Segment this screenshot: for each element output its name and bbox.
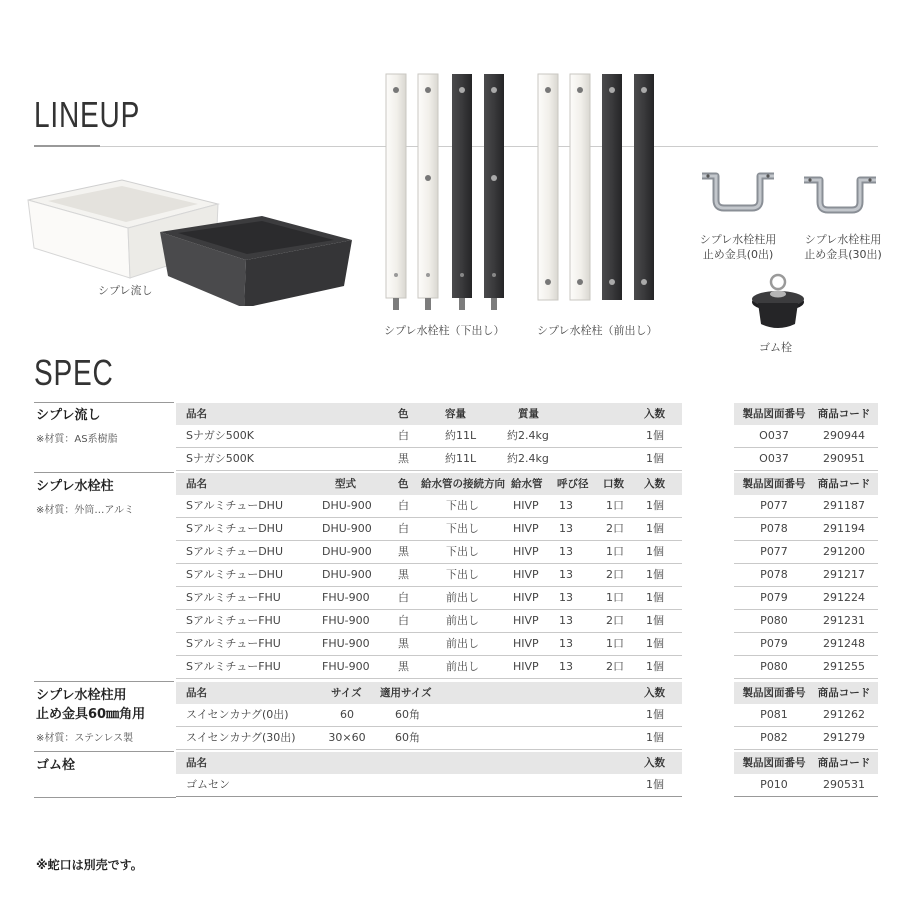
group-plug-name: ゴム栓 xyxy=(36,758,76,773)
cell-color: 黒 xyxy=(398,637,409,650)
cell-name: SアルミチューDHU xyxy=(186,545,284,558)
cell-color: 白 xyxy=(398,499,409,512)
bracket30-caption xyxy=(788,232,898,262)
cell-code: 291224 xyxy=(823,591,865,604)
table-header xyxy=(734,682,878,704)
cell-color: 黒 xyxy=(398,452,409,465)
footnote: ※蛇口は別売です。 xyxy=(36,858,143,872)
cell-ports: 1口 xyxy=(606,591,624,604)
cell-qty: 1個 xyxy=(646,731,664,744)
cell-pipe: HIVP xyxy=(513,637,539,650)
group-bracket-note: ※材質：ステンレス製 xyxy=(36,733,134,744)
col-name: 品名 xyxy=(186,478,207,490)
cell-code: 291279 xyxy=(823,731,865,744)
table-row xyxy=(734,774,878,797)
cell-pipe: HIVP xyxy=(513,568,539,581)
sink-code-table xyxy=(734,403,878,471)
cell-name: SアルミチューFHU xyxy=(186,637,281,650)
post-down-caption: シプレ水栓柱（下出し） xyxy=(384,324,505,337)
group-sink-note: ※材質：AS系樹脂 xyxy=(36,434,118,445)
cell-drawing: P080 xyxy=(760,660,788,673)
cell-code: 290531 xyxy=(823,778,865,791)
group-post-name: シプレ水栓柱 xyxy=(36,479,114,494)
cell-direction: 下出し xyxy=(446,499,479,512)
col-color: 色 xyxy=(398,408,409,420)
cell-drawing: P082 xyxy=(760,731,788,744)
table-row xyxy=(734,448,878,471)
col-code: 商品コード xyxy=(817,478,871,490)
cell-ports: 1口 xyxy=(606,545,624,558)
cell-name: Sナガシ500K xyxy=(186,429,254,442)
col-code: 商品コード xyxy=(817,408,871,420)
table-row xyxy=(176,610,682,633)
cell-color: 黒 xyxy=(398,660,409,673)
col-code: 商品コード xyxy=(817,687,871,699)
table-header xyxy=(734,752,878,774)
cell-qty: 1個 xyxy=(646,545,664,558)
cell-direction: 前出し xyxy=(446,637,479,650)
cell-qty: 1個 xyxy=(646,522,664,535)
col-drawing: 製品図面番号 xyxy=(742,687,806,699)
cell-direction: 前出し xyxy=(446,591,479,604)
table-row xyxy=(176,587,682,610)
cell-code: 291194 xyxy=(823,522,865,535)
cell-color: 黒 xyxy=(398,545,409,558)
table-row xyxy=(176,704,682,727)
cell-qty: 1個 xyxy=(646,499,664,512)
cell-color: 白 xyxy=(398,591,409,604)
plug-code-table xyxy=(734,752,878,797)
post-code-rows xyxy=(734,495,878,679)
bracket0-image xyxy=(698,168,778,218)
cell-weight: 約2.4kg xyxy=(507,429,549,442)
group-post-note: ※材質：外筒…アルミ xyxy=(36,505,134,516)
sink-image xyxy=(22,176,362,306)
col-drawing: 製品図面番号 xyxy=(742,478,806,490)
cell-name: Sナガシ500K xyxy=(186,452,254,465)
col-ports: 口数 xyxy=(603,478,624,490)
cell-name: SアルミチューFHU xyxy=(186,614,281,627)
col-model: 型式 xyxy=(335,478,356,490)
sink-caption: シプレ流し xyxy=(98,284,153,297)
cell-drawing: P078 xyxy=(760,568,788,581)
table-row xyxy=(734,656,878,679)
cell-ports: 1口 xyxy=(606,637,624,650)
col-size: サイズ xyxy=(331,687,362,699)
col-weight: 質量 xyxy=(518,408,539,420)
cell-code: 291231 xyxy=(823,614,865,627)
table-row xyxy=(734,587,878,610)
cell-size: 30×60 xyxy=(328,731,366,744)
cell-capacity: 約11L xyxy=(445,429,477,442)
table-row xyxy=(734,610,878,633)
cell-qty: 1個 xyxy=(646,614,664,627)
cell-qty: 1個 xyxy=(646,778,664,791)
cell-model: DHU-900 xyxy=(322,545,372,558)
table-header xyxy=(176,473,682,495)
cell-drawing: P077 xyxy=(760,545,788,558)
bracket-table xyxy=(176,682,682,750)
cell-color: 白 xyxy=(398,522,409,535)
col-name: 品名 xyxy=(186,408,207,420)
group-sep xyxy=(34,402,174,403)
table-header xyxy=(176,682,682,704)
post-table xyxy=(176,473,682,679)
cell-size: 13 xyxy=(559,591,573,604)
table-row xyxy=(176,727,682,750)
cell-pipe: HIVP xyxy=(513,660,539,673)
cell-code: 290944 xyxy=(823,429,865,442)
cell-name: SアルミチューDHU xyxy=(186,568,284,581)
cell-pipe: HIVP xyxy=(513,545,539,558)
col-fit: 適用サイズ xyxy=(380,687,432,699)
table-row xyxy=(176,495,682,518)
spec-title: SPEC xyxy=(34,352,114,393)
col-name: 品名 xyxy=(186,757,207,769)
bracket0-caption-line1: シプレ水栓柱用 xyxy=(699,233,777,246)
cell-drawing: P077 xyxy=(760,499,788,512)
table-header xyxy=(734,473,878,495)
group-sep xyxy=(34,751,174,752)
sink-table xyxy=(176,403,682,471)
bracket30-caption-line1: シプレ水栓柱用 xyxy=(804,233,882,246)
group-sep xyxy=(34,681,174,682)
cell-drawing: O037 xyxy=(759,429,789,442)
cell-code: 291187 xyxy=(823,499,865,512)
cell-model: DHU-900 xyxy=(322,499,372,512)
table-row xyxy=(734,541,878,564)
table-row xyxy=(734,495,878,518)
col-name: 品名 xyxy=(186,687,207,699)
cell-ports: 2口 xyxy=(606,568,624,581)
cell-drawing: P079 xyxy=(760,637,788,650)
cell-qty: 1個 xyxy=(646,708,664,721)
cell-qty: 1個 xyxy=(646,660,664,673)
cell-weight: 約2.4kg xyxy=(507,452,549,465)
lineup-title: LINEUP xyxy=(34,94,141,135)
table-row xyxy=(176,425,682,448)
bracket-code-table xyxy=(734,682,878,750)
table-header xyxy=(734,403,878,425)
cell-color: 白 xyxy=(398,614,409,627)
table-row xyxy=(176,564,682,587)
cell-pipe: HIVP xyxy=(513,614,539,627)
cell-size: 60 xyxy=(340,708,354,721)
table-row xyxy=(176,518,682,541)
cell-pipe: HIVP xyxy=(513,522,539,535)
cell-size: 13 xyxy=(559,545,573,558)
cell-code: 291248 xyxy=(823,637,865,650)
cell-code: 291200 xyxy=(823,545,865,558)
bracket30-caption-line2: 止め金具(30出) xyxy=(804,248,882,261)
cell-code: 290951 xyxy=(823,452,865,465)
cell-ports: 1口 xyxy=(606,499,624,512)
post-rows xyxy=(176,495,682,679)
bracket0-caption xyxy=(683,232,793,262)
cell-model: FHU-900 xyxy=(322,591,370,604)
cell-name: スイセンカナグ(0出) xyxy=(186,708,289,721)
cell-drawing: P078 xyxy=(760,522,788,535)
col-direction: 給水管の接続方向 xyxy=(421,478,505,490)
col-qty: 入数 xyxy=(644,478,665,490)
cell-name: SアルミチューDHU xyxy=(186,499,284,512)
col-size: 呼び径 xyxy=(557,478,589,490)
cell-model: DHU-900 xyxy=(322,522,372,535)
cell-qty: 1個 xyxy=(646,591,664,604)
cell-qty: 1個 xyxy=(646,568,664,581)
cell-qty: 1個 xyxy=(646,452,664,465)
cell-drawing: P080 xyxy=(760,614,788,627)
post-front-caption: シプレ水栓柱（前出し） xyxy=(537,324,658,337)
cell-drawing: P079 xyxy=(760,591,788,604)
cell-size: 13 xyxy=(559,660,573,673)
cell-color: 白 xyxy=(398,429,409,442)
table-row xyxy=(734,727,878,750)
col-drawing: 製品図面番号 xyxy=(742,408,806,420)
cell-direction: 下出し xyxy=(446,522,479,535)
cell-model: FHU-900 xyxy=(322,660,370,673)
cell-drawing: O037 xyxy=(759,452,789,465)
cell-code: 291217 xyxy=(823,568,865,581)
cell-model: FHU-900 xyxy=(322,614,370,627)
cell-size: 13 xyxy=(559,614,573,627)
col-drawing: 製品図面番号 xyxy=(742,757,806,769)
cell-name: ゴムセン xyxy=(186,778,230,791)
table-row xyxy=(176,541,682,564)
cell-direction: 前出し xyxy=(446,660,479,673)
cell-size: 13 xyxy=(559,568,573,581)
table-row xyxy=(734,704,878,727)
cell-code: 291262 xyxy=(823,708,865,721)
table-row xyxy=(734,633,878,656)
col-qty: 入数 xyxy=(644,408,665,420)
bracket30-image xyxy=(800,168,880,218)
cell-name: SアルミチューFHU xyxy=(186,660,281,673)
cell-qty: 1個 xyxy=(646,429,664,442)
group-sink-name: シプレ流し xyxy=(36,408,101,423)
cell-size: 13 xyxy=(559,637,573,650)
cell-model: DHU-900 xyxy=(322,568,372,581)
col-qty: 入数 xyxy=(644,687,665,699)
cell-code: 291255 xyxy=(823,660,865,673)
cell-capacity: 約11L xyxy=(445,452,477,465)
table-header xyxy=(176,403,682,425)
group-sep xyxy=(34,472,174,473)
cell-drawing: P081 xyxy=(760,708,788,721)
cell-name: SアルミチューFHU xyxy=(186,591,281,604)
post-code-table xyxy=(734,473,878,679)
col-capacity: 容量 xyxy=(445,408,466,420)
col-pipe: 給水管 xyxy=(511,478,543,490)
table-row xyxy=(176,633,682,656)
plug-table xyxy=(176,752,682,797)
lineup-underline-accent xyxy=(34,145,100,147)
cell-fit: 60角 xyxy=(395,731,420,744)
posts-image xyxy=(380,70,670,320)
cell-direction: 下出し xyxy=(446,545,479,558)
table-row xyxy=(734,425,878,448)
table-row xyxy=(176,656,682,679)
group-bracket-name-1: シプレ水栓柱用 xyxy=(36,688,127,703)
table-row xyxy=(734,518,878,541)
cell-drawing: P010 xyxy=(760,778,788,791)
cell-fit: 60角 xyxy=(395,708,420,721)
cell-size: 13 xyxy=(559,522,573,535)
table-header xyxy=(176,752,682,774)
bottom-rule xyxy=(34,797,176,798)
cell-ports: 2口 xyxy=(606,522,624,535)
cell-ports: 2口 xyxy=(606,660,624,673)
bracket0-caption-line2: 止め金具(0出) xyxy=(702,248,774,261)
table-row xyxy=(176,448,682,471)
cell-name: スイセンカナグ(30出) xyxy=(186,731,296,744)
cell-pipe: HIVP xyxy=(513,499,539,512)
table-row xyxy=(176,774,682,797)
cell-direction: 下出し xyxy=(446,568,479,581)
cell-pipe: HIVP xyxy=(513,591,539,604)
cell-model: FHU-900 xyxy=(322,637,370,650)
col-qty: 入数 xyxy=(644,757,665,769)
plug-image xyxy=(748,272,808,334)
cell-color: 黒 xyxy=(398,568,409,581)
cell-size: 13 xyxy=(559,499,573,512)
group-bracket-name-2: 止め金具60㎜角用 xyxy=(36,707,146,722)
cell-ports: 2口 xyxy=(606,614,624,627)
col-code: 商品コード xyxy=(817,757,871,769)
col-color: 色 xyxy=(398,478,409,490)
cell-qty: 1個 xyxy=(646,637,664,650)
table-row xyxy=(734,564,878,587)
cell-name: SアルミチューDHU xyxy=(186,522,284,535)
cell-direction: 前出し xyxy=(446,614,479,627)
plug-caption: ゴム栓 xyxy=(759,341,792,354)
